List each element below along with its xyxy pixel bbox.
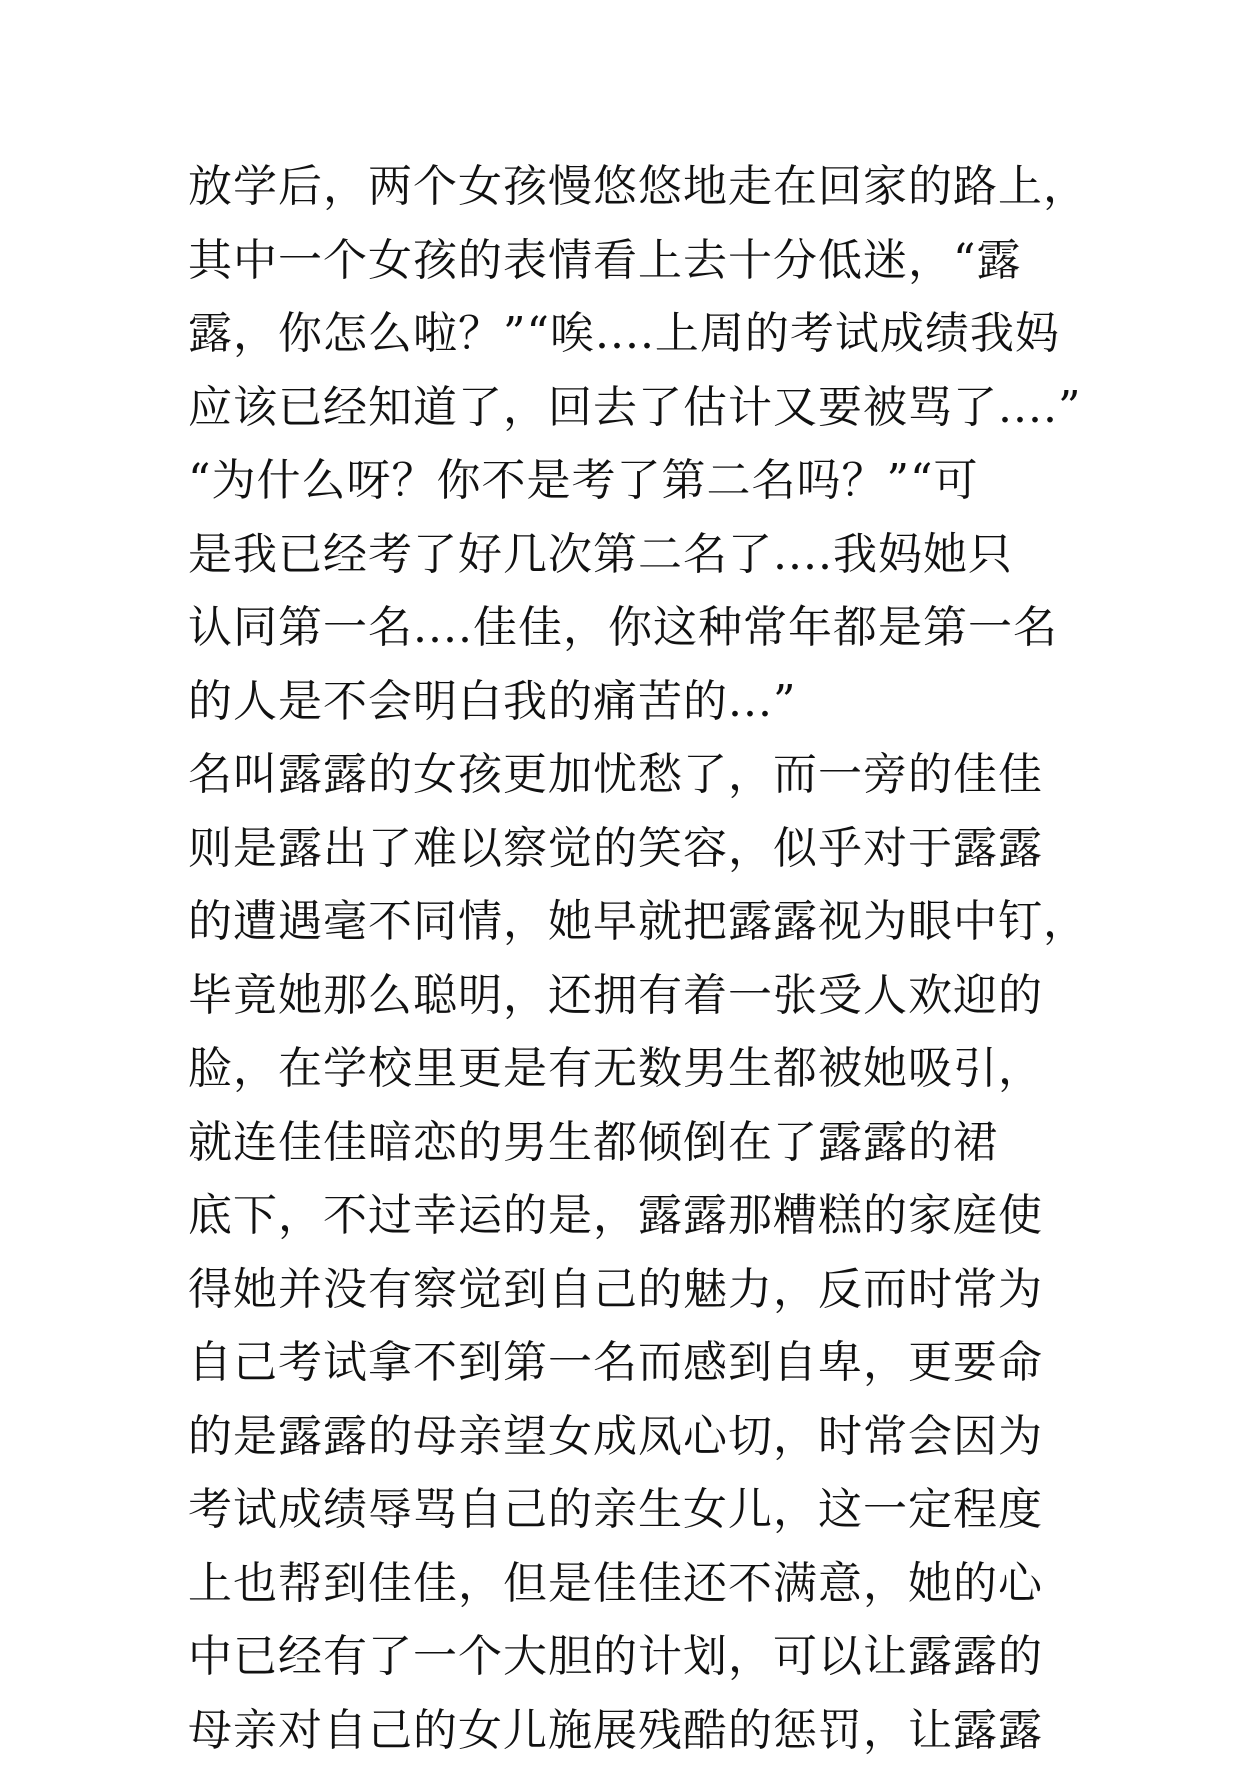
text-line: 母亲对自己的女儿施展残酷的惩罚，让露露 — [188, 1694, 1068, 1767]
text-line: 考试成绩辱骂自己的亲生女儿，这一定程度 — [188, 1473, 1068, 1547]
text-line: 放学后，两个女孩慢悠悠地走在回家的路上， — [188, 150, 1068, 224]
text-line: 得她并没有察觉到自己的魅力，反而时常为 — [188, 1253, 1068, 1327]
text-line: 的人是不会明白我的痛苦的...” — [188, 665, 1068, 739]
text-line: 上也帮到佳佳，但是佳佳还不满意，她的心 — [188, 1547, 1068, 1621]
text-line: 露，你怎么啦？”“唉....上周的考试成绩我妈 — [188, 297, 1068, 371]
text-line: 自己考试拿不到第一名而感到自卑，更要命 — [188, 1326, 1068, 1400]
text-line: 的遭遇毫不同情，她早就把露露视为眼中钉， — [188, 885, 1068, 959]
text-line: 的是露露的母亲望女成凤心切，时常会因为 — [188, 1400, 1068, 1474]
text-line: 脸，在学校里更是有无数男生都被她吸引， — [188, 1032, 1068, 1106]
text-line: 底下，不过幸运的是，露露那糟糕的家庭使 — [188, 1179, 1068, 1253]
text-line: 是我已经考了好几次第二名了....我妈她只 — [188, 518, 1068, 592]
text-line: 认同第一名....佳佳，你这种常年都是第一名 — [188, 591, 1068, 665]
text-line: 名叫露露的女孩更加忧愁了，而一旁的佳佳 — [188, 738, 1068, 812]
text-line: 其中一个女孩的表情看上去十分低迷，“露 — [188, 224, 1068, 298]
text-line: 则是露出了难以察觉的笑容，似乎对于露露 — [188, 812, 1068, 886]
text-line: “为什么呀？你不是考了第二名吗？”“可 — [188, 444, 1068, 518]
text-line: 中已经有了一个大胆的计划，可以让露露的 — [188, 1620, 1068, 1694]
text-line: 毕竟她那么聪明，还拥有着一张受人欢迎的 — [188, 959, 1068, 1033]
text-line: 就连佳佳暗恋的男生都倾倒在了露露的裙 — [188, 1106, 1068, 1180]
text-line: 应该已经知道了，回去了估计又要被骂了....” — [188, 371, 1068, 445]
story-text — [188, 150, 1068, 1767]
